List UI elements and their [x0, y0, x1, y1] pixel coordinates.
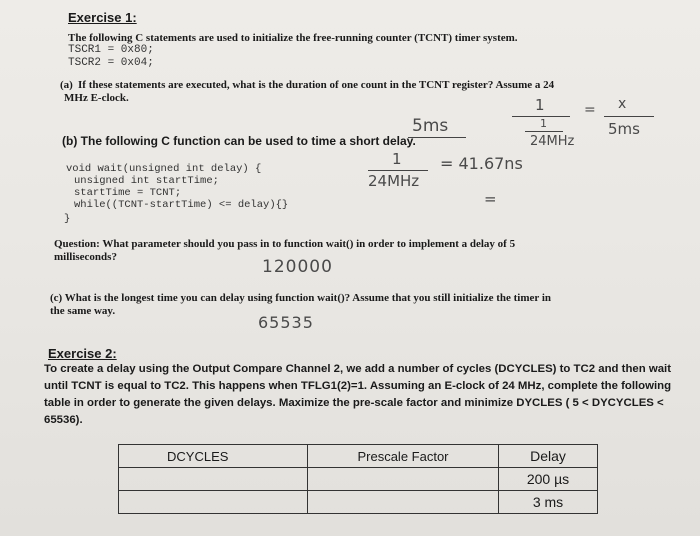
delay-table: [118, 444, 598, 514]
part-c-line1: (c) What is the longest time you can delay using function wait()? Assume that you still initialize the timer in: [50, 292, 552, 304]
table-header-row: [119, 445, 598, 468]
exercise1-title: Exercise 1:: [68, 10, 137, 25]
hand-5ms-right: 5ms: [608, 120, 640, 138]
header-prescale-factor: Prescale Factor: [308, 445, 499, 468]
exercise2-para-line3: table in order to generate the given delays. Maximize the pre-scale factor and minimize DYCLES ( 5 < DYCYCLES <: [44, 397, 664, 409]
table-row: [119, 491, 598, 514]
hand-one-over: 1: [392, 150, 402, 168]
hand-answer-q: 120000: [262, 257, 333, 277]
hand-one-top: 1: [535, 96, 545, 114]
hand-mhz-denominator: 24MHz: [530, 134, 575, 149]
code-tscr1: TSCR1 = 0x80;: [68, 44, 154, 56]
cell-dcycles-2[interactable]: [119, 491, 308, 514]
hand-5ms-left: 5ms: [412, 116, 449, 136]
cell-delay-1: 200 µs: [499, 468, 598, 491]
cell-delay-2: 3 ms: [499, 491, 598, 514]
part-a-label: (a): [60, 79, 73, 91]
table-row: [119, 468, 598, 491]
hand-x-top: x: [618, 96, 627, 112]
exercise2-para-line2: until TCNT is equal to TC2. This happens when TFLG1(2)=1. Assuming an E-clock of 24 MHz, complete the following: [44, 380, 672, 392]
exercise2-para-line4: 65536).: [44, 414, 83, 426]
code-func-line4: while((TCNT-startTime) <= delay){}: [74, 199, 289, 211]
cell-prescale-1[interactable]: [308, 468, 499, 491]
cell-prescale-2[interactable]: [308, 491, 499, 514]
hand-mhz-under: 24MHz: [368, 172, 420, 190]
hand-one-mid: 1: [540, 117, 547, 130]
hand-eq-top: =: [584, 102, 596, 118]
hand-eq-under: =: [484, 190, 497, 208]
hand-approx-value: = 41.67ns: [440, 154, 523, 173]
code-func-line5: }: [64, 213, 71, 225]
hand-underline-5ms: [408, 137, 466, 138]
code-func-line1: void wait(unsigned int delay) {: [66, 163, 262, 175]
question-line1: Question: What parameter should you pass in to function wait() in order to implement a delay of 5: [54, 238, 516, 250]
code-func-line3: startTime = TCNT;: [74, 187, 182, 199]
code-tscr2: TSCR2 = 0x04;: [68, 57, 154, 69]
part-a-question-line2: MHz E-clock.: [64, 92, 129, 104]
part-c-line2: the same way.: [50, 305, 116, 317]
question-line2: milliseconds?: [54, 251, 117, 263]
hand-fraction-bar-2: [525, 131, 563, 132]
hand-answer-c: 65535: [258, 313, 314, 332]
part-a-question-line1: If these statements are executed, what is the duration of one count in the TCNT register? Assume a 24: [78, 79, 555, 91]
header-delay: Delay: [499, 445, 598, 468]
header-dcycles: DCYCLES: [119, 445, 308, 468]
hand-fraction-bar-3: [604, 116, 654, 117]
exercise2-para-line1: To create a delay using the Output Compare Channel 2, we add a number of cycles (DCYCLES) to TC2 and then wait: [44, 363, 672, 375]
cell-dcycles-1[interactable]: [119, 468, 308, 491]
exercise1-intro: The following C statements are used to initialize the free-running counter (TCNT) timer system.: [68, 32, 518, 44]
code-func-line2: unsigned int startTime;: [74, 175, 219, 187]
hand-fraction-bar-4: [368, 170, 428, 171]
exercise2-title: Exercise 2:: [48, 346, 117, 361]
part-b-text: (b) The following C function can be used to time a short delay.: [62, 134, 416, 148]
